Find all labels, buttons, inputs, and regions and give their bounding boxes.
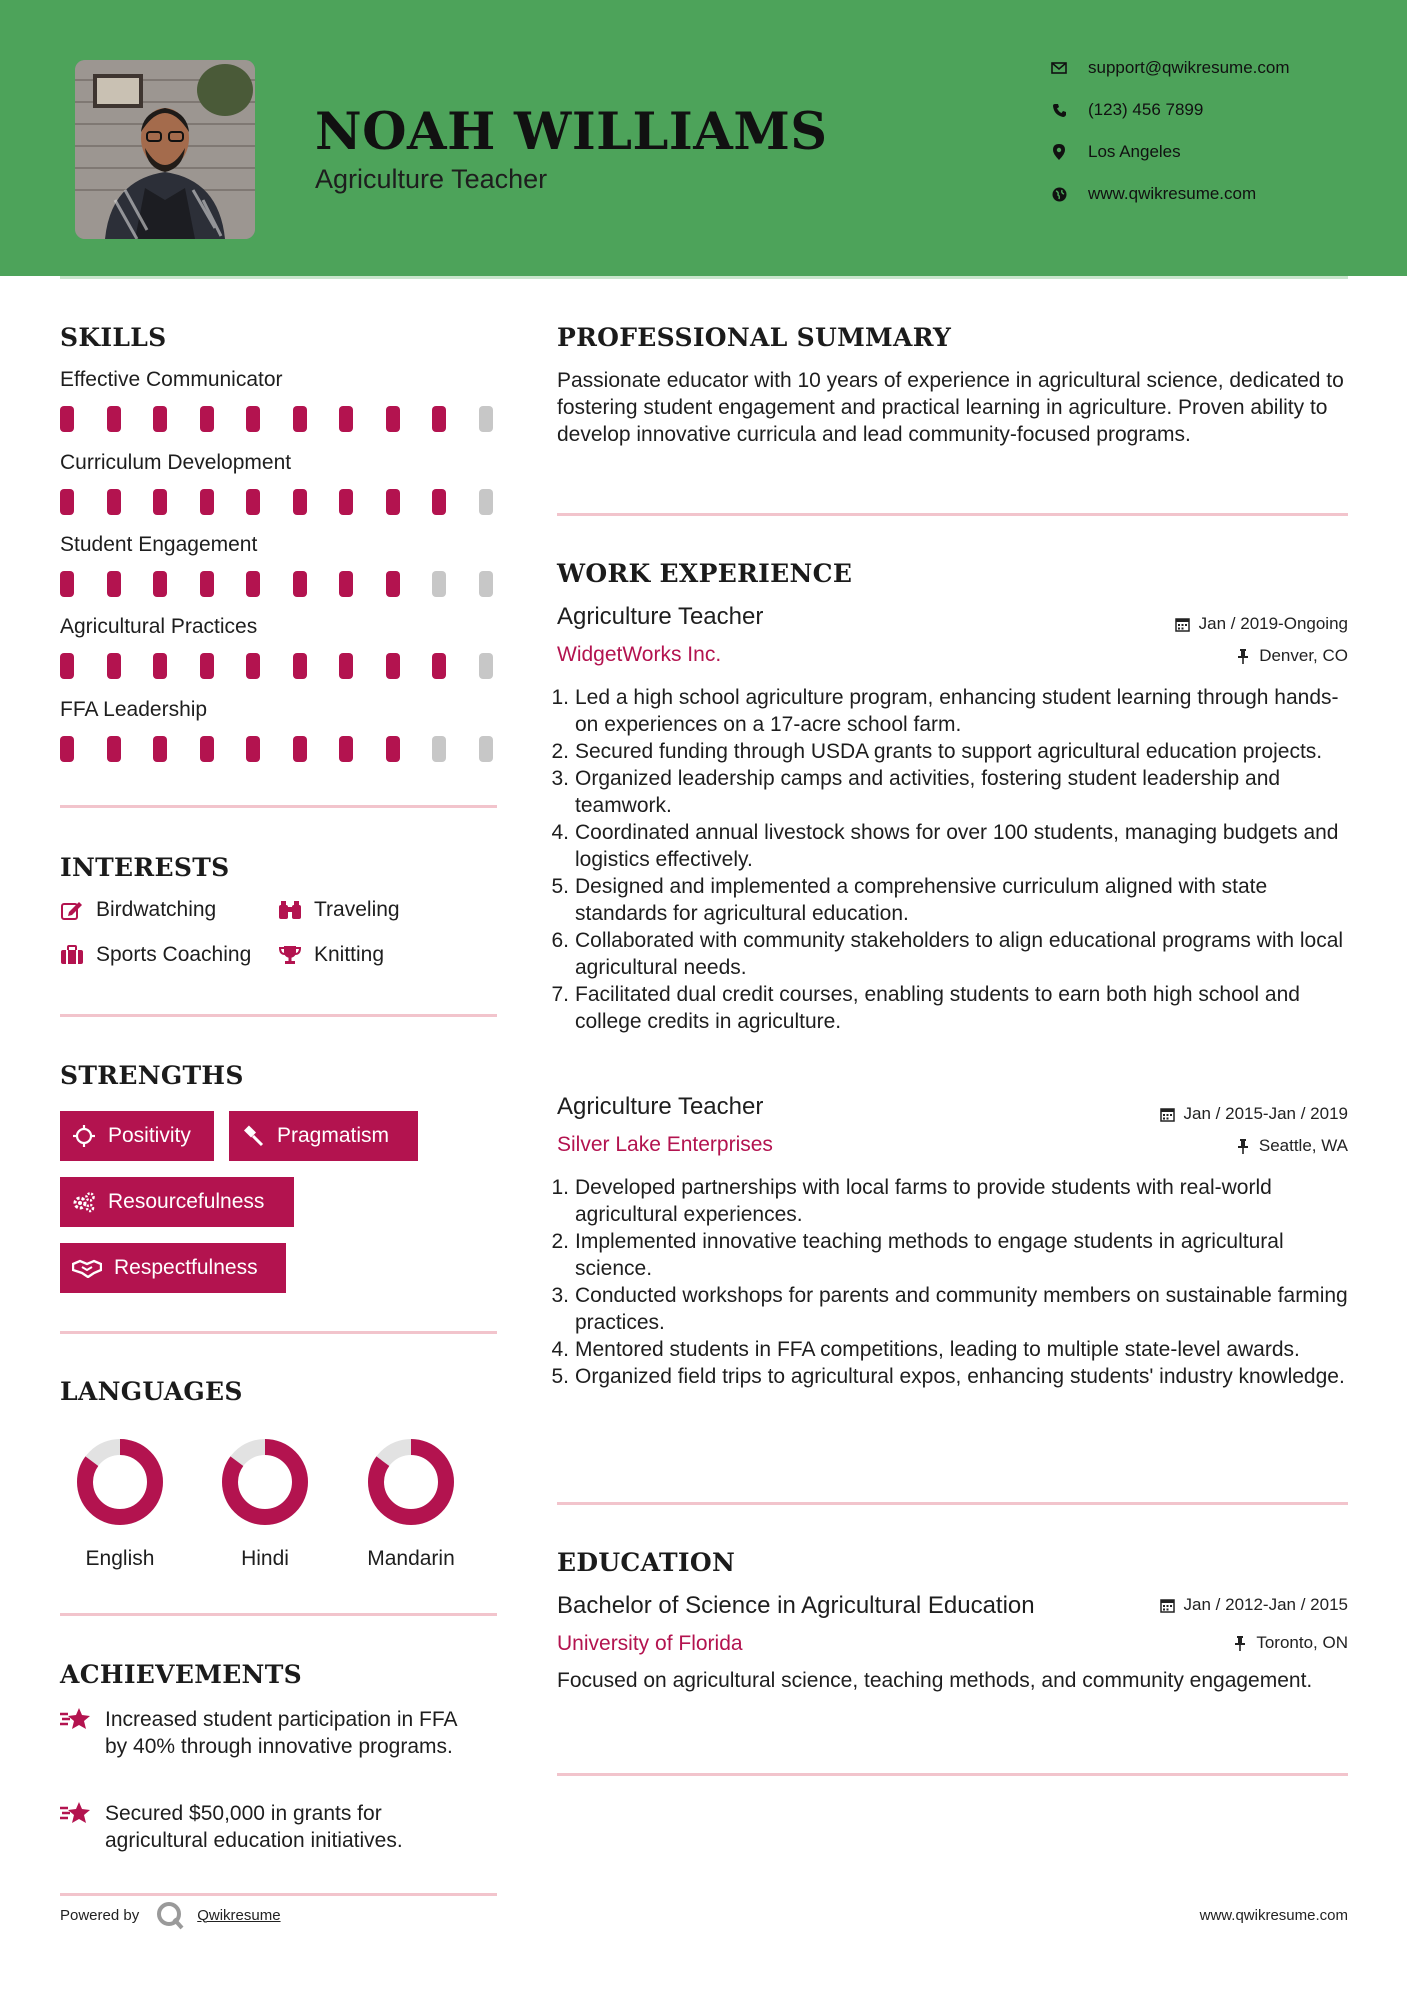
skill-dot-empty [432,736,446,762]
skill-dot-filled [200,406,214,432]
skill-dot-filled [293,489,307,515]
strength-chip [60,1177,294,1227]
job-bullet [550,684,1348,738]
bullet-text: Mentored students in FFA competitions, leading to multiple state-level awards. [575,1338,1300,1361]
achievements-title: ACHIEVEMENTS [60,1660,302,1689]
skill-dot-filled [293,653,307,679]
job-bullet [550,927,1348,981]
skill-dot-filled [60,489,74,515]
language-item [361,1438,461,1571]
job-dates [1175,614,1348,634]
bullet-text: Designed and implemented a comprehensive curriculum aligned with state standards for agricultural education. [575,875,1268,925]
qwikresume-logo-icon [155,1900,185,1930]
envelope-icon [1050,59,1068,77]
contact-phone-text: (123) 456 7899 [1088,100,1204,119]
skill-dot-filled [246,736,260,762]
skill-dot-filled [246,653,260,679]
calendar-icon [1160,1106,1176,1122]
bullet-text: Facilitated dual credit courses, enabling students to earn both high school and college credits in agriculture. [575,983,1300,1033]
interest-label: Birdwatching [96,898,217,921]
language-donut [70,1438,170,1526]
interest-label: Sports Coaching [96,943,252,966]
achievement-item [60,1800,480,1854]
bullet-text: Organized leadership camps and activities, fostering student leadership and teamwork. [575,767,1281,817]
contact-location [1050,142,1181,162]
education-dates [1160,1595,1348,1615]
degree-title: Bachelor of Science in Agricultural Education [557,1592,1035,1619]
language-item [70,1438,170,1571]
company-name: Silver Lake Enterprises [557,1133,773,1156]
section-divider [60,805,497,808]
bullet-number: 1. [551,686,569,709]
bullet-number: 5. [551,1365,569,1388]
interest-item [60,943,251,967]
bullet-text: Secured funding through USDA grants to support agricultural education projects. [575,740,1323,763]
bullet-text: Developed partnerships with local farms to provide students with real-world agricultural experiences. [575,1176,1272,1226]
trophy-icon [278,943,302,967]
skill-label: Student Engagement [60,533,258,556]
skill-dot-filled [200,653,214,679]
job-bullet [550,819,1348,873]
job-bullet [550,1228,1348,1282]
strength-chip [229,1111,418,1161]
pencil-square-icon [60,898,84,922]
bullet-number: 2. [551,1230,569,1253]
bullet-number: 3. [551,767,569,790]
skill-dot-filled [293,571,307,597]
bullet-number: 7. [551,983,569,1006]
section-divider [60,1613,497,1616]
skill-dot-filled [293,406,307,432]
skill-dot-filled [200,736,214,762]
language-donut [361,1438,461,1526]
languages-title: LANGUAGES [60,1377,243,1406]
skill-dot-filled [386,489,400,515]
section-divider [60,1893,497,1896]
globe-icon [1050,185,1068,203]
section-divider [557,1773,1348,1776]
bullet-number: 4. [551,1338,569,1361]
skill-dot-filled [107,736,121,762]
powered-by-text: Powered by [60,1906,140,1924]
gears-icon [72,1190,96,1214]
job-title: Agriculture Teacher [557,1093,764,1120]
section-divider [557,513,1348,516]
skill-dot-filled [246,489,260,515]
strength-chip [60,1243,286,1293]
footer-website[interactable]: www.qwikresume.com [1199,1907,1348,1924]
bullet-text: Led a high school agriculture program, enhancing student learning through hands-on experiences on a 17-acre school farm. [575,686,1339,736]
bullet-text: Conducted workshops for parents and community members on sustainable farming practices. [575,1284,1348,1334]
education-location [1232,1633,1348,1653]
job-bullet [550,1174,1348,1228]
bullet-text: Collaborated with community stakeholders to align educational programs with local agricultural needs. [575,929,1344,979]
job-bullet [550,738,1348,765]
skill-dot-filled [339,406,353,432]
skill-rating [60,736,525,762]
language-item [215,1438,315,1571]
skill-label: FFA Leadership [60,698,208,721]
job-location [1235,646,1348,666]
bullet-number: 3. [551,1284,569,1307]
skill-rating [60,653,525,679]
skill-dot-filled [60,653,74,679]
skill-dot-filled [432,406,446,432]
summary-title: PROFESSIONAL SUMMARY [557,323,952,352]
interest-label: Knitting [314,943,385,966]
achievement-item [60,1706,480,1760]
education-title: EDUCATION [557,1548,736,1577]
skill-dot-filled [339,489,353,515]
job-dates-text: Jan / 2019-Ongoing [1198,614,1348,633]
shooting-star-icon [60,1800,92,1826]
skill-label: Agricultural Practices [60,615,258,638]
skill-dot-filled [60,736,74,762]
bullet-number: 4. [551,821,569,844]
strength-label: Positivity [108,1124,191,1147]
briefcase-icon [60,943,84,967]
calendar-icon [1175,616,1191,632]
skill-dot-filled [386,406,400,432]
summary-text: Passionate educator with 10 years of experience in agricultural science, dedicated to fostering student engagement and practical learning in agriculture. Proven ability to develop innovative curricula and lead community-focused programs. [557,369,1344,446]
job-bullet [550,1282,1348,1336]
interests-title: INTERESTS [60,853,230,882]
skill-dot-filled [386,653,400,679]
skill-dot-filled [153,653,167,679]
skill-dot-filled [153,571,167,597]
school-name: University of Florida [557,1632,743,1655]
skill-dot-filled [107,489,121,515]
skill-dot-empty [479,406,493,432]
skill-dot-filled [293,736,307,762]
language-label: Mandarin [367,1547,455,1570]
pin-icon [1232,1635,1248,1651]
language-donut [215,1438,315,1526]
contact-email-text: support@qwikresume.com [1088,58,1290,77]
bullet-number: 1. [551,1176,569,1199]
job-dates [1160,1104,1348,1124]
skill-dot-filled [153,489,167,515]
skill-dot-filled [107,653,121,679]
education-dates-text: Jan / 2012-Jan / 2015 [1183,1595,1348,1614]
pin-icon [1235,1138,1251,1154]
skill-dot-filled [60,406,74,432]
skill-dot-filled [107,571,121,597]
interest-item [60,898,216,922]
skill-dot-filled [246,571,260,597]
skill-label: Effective Communicator [60,368,283,391]
interest-item [278,898,400,922]
bullet-number: 6. [551,929,569,952]
footer-powered-by [60,1900,281,1930]
section-divider [557,1502,1348,1505]
skill-dot-filled [339,571,353,597]
skill-dot-filled [200,571,214,597]
qwikresume-link[interactable]: Qwikresume [197,1906,281,1924]
bullet-number: 2. [551,740,569,763]
contact-website[interactable] [1050,184,1256,204]
sun-icon [72,1124,96,1148]
contact-email[interactable] [1050,58,1290,78]
candidate-name: NOAH WILLIAMS [315,102,828,162]
job-location [1235,1136,1348,1156]
job-bullet [550,873,1348,927]
experience-title: WORK EXPERIENCE [557,559,853,588]
skills-title: SKILLS [60,323,167,352]
skill-dot-filled [432,489,446,515]
job-bullet [550,981,1348,1035]
skill-dot-filled [386,571,400,597]
skill-dot-filled [107,406,121,432]
profile-photo-image [75,60,255,239]
skill-label: Curriculum Development [60,451,292,474]
gavel-icon [241,1124,265,1148]
contact-phone[interactable] [1050,100,1203,120]
interest-label: Traveling [314,898,400,921]
skill-rating [60,571,525,597]
skill-dot-empty [479,653,493,679]
job-dates-text: Jan / 2015-Jan / 2019 [1183,1104,1348,1123]
strength-chip [60,1111,214,1161]
bullet-text: Coordinated annual livestock shows for over 100 students, managing budgets and logistics effectively. [575,821,1339,871]
job-bullet [550,765,1348,819]
achievement-text: Secured $50,000 in grants for agricultural education initiatives. [105,1802,403,1852]
strengths-title: STRENGTHS [60,1061,244,1090]
job-bullets [550,1174,1348,1390]
candidate-role: Agriculture Teacher [315,164,548,194]
section-divider [60,1331,497,1334]
skill-dot-filled [153,406,167,432]
education-location-text: Toronto, ON [1256,1633,1348,1652]
contact-website-text: www.qwikresume.com [1088,184,1257,203]
bullet-number: 5. [551,875,569,898]
shooting-star-icon [60,1706,92,1732]
job-bullet [550,1363,1348,1390]
skill-dot-filled [153,736,167,762]
skill-dot-empty [432,571,446,597]
resume-header [0,0,1407,276]
education-description: Focused on agricultural science, teaching methods, and community engagement. [557,1669,1313,1692]
language-label: English [85,1547,155,1570]
skill-dot-empty [479,736,493,762]
calendar-icon [1160,1597,1176,1613]
company-name: WidgetWorks Inc. [557,643,722,666]
skill-dot-filled [339,653,353,679]
skill-dot-filled [339,736,353,762]
bullet-text: Organized field trips to agricultural expos, enhancing students' industry knowledge. [575,1365,1345,1388]
bullet-text: Implemented innovative teaching methods to engage students in agricultural science. [575,1230,1284,1280]
header-divider [60,276,1348,279]
interest-item [278,943,384,967]
job-title: Agriculture Teacher [557,603,764,630]
skill-dot-empty [479,489,493,515]
skill-dot-filled [200,489,214,515]
skill-dot-filled [432,653,446,679]
skill-dot-filled [246,406,260,432]
binoculars-icon [278,898,302,922]
job-bullet [550,1336,1348,1363]
strength-label: Respectfulness [114,1256,258,1279]
handshake-icon [72,1256,102,1280]
contact-location-text: Los Angeles [1088,142,1181,161]
profile-photo [75,60,255,239]
strength-label: Pragmatism [277,1124,390,1147]
skill-dot-empty [479,571,493,597]
phone-icon [1050,101,1068,119]
job-location-text: Seattle, WA [1258,1136,1348,1155]
job-bullets [550,684,1348,1035]
skill-dot-filled [386,736,400,762]
skill-rating [60,406,525,432]
map-marker-icon [1050,143,1068,161]
pin-icon [1235,648,1251,664]
section-divider [60,1014,497,1017]
language-label: Hindi [241,1547,289,1570]
skill-rating [60,489,525,515]
job-location-text: Denver, CO [1259,646,1348,665]
skill-dot-filled [60,571,74,597]
achievement-text: Increased student participation in FFA by 40% through innovative programs. [105,1708,457,1758]
strength-label: Resourcefulness [108,1190,265,1213]
